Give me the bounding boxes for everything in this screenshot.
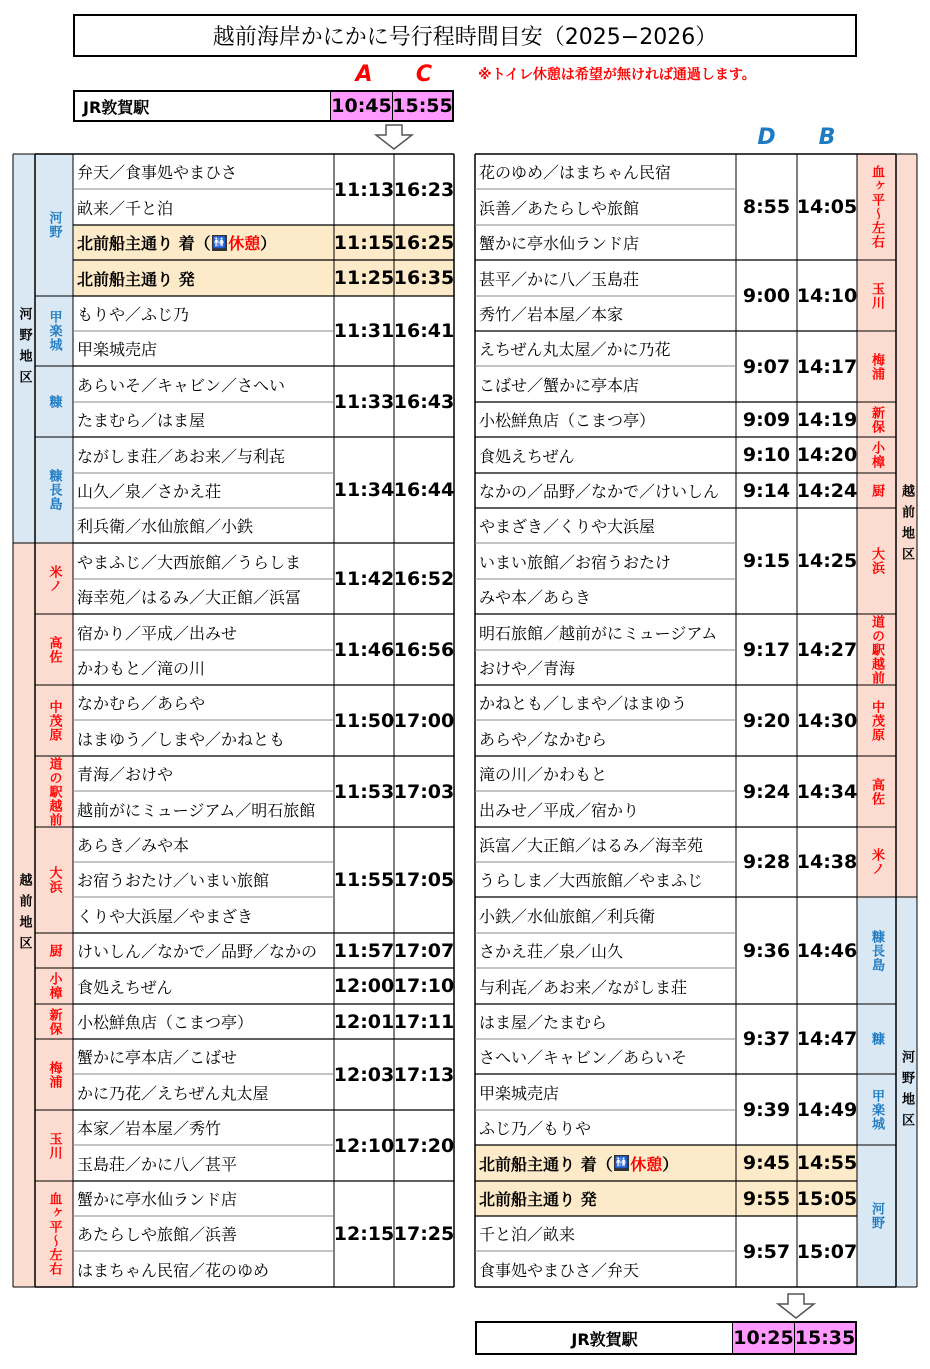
stop-name: あたらしや旅館／浜善 <box>77 1225 238 1244</box>
time-a: 11:34 <box>333 479 395 501</box>
time-b: 14:10 <box>796 284 858 307</box>
stop-name: 甚平／かに八／玉島荘 <box>479 269 640 289</box>
start-time-a: 10:45 <box>330 92 392 120</box>
area-label: 糠 <box>857 1004 896 1074</box>
time-d: 9:00 <box>742 284 791 307</box>
area-label: 道の駅越前 <box>35 756 73 827</box>
rest-label: 休憩 <box>228 234 261 253</box>
area-label: 新保 <box>35 1004 73 1039</box>
start-time-c: 15:55 <box>392 92 452 120</box>
area-label: 米ノ <box>857 827 896 897</box>
time-d: 9:15 <box>742 550 791 572</box>
area-label: 厨 <box>857 473 896 508</box>
rest-label: 休憩 <box>630 1154 663 1174</box>
time-a: 11:53 <box>333 780 395 803</box>
time-d: 9:17 <box>742 638 791 661</box>
time-a: 11:33 <box>333 390 395 413</box>
stop-name: かに乃花／えちぜん丸太屋 <box>77 1083 269 1103</box>
stop-name: あらき／みや本 <box>77 836 190 855</box>
stop-name: たまむら／はま屋 <box>77 411 206 430</box>
stop-name: 小松鮮魚店（こまつ亭） <box>77 1013 254 1032</box>
area-label: 糠長島 <box>857 897 896 1004</box>
time-d: 9:39 <box>742 1098 791 1121</box>
time-b: 14:30 <box>796 709 858 732</box>
time-d: 9:10 <box>742 444 791 466</box>
area-label: 玉川 <box>35 1110 73 1181</box>
time-c: 16:44 <box>393 479 455 501</box>
stop-name: 与利㐂／あお来／ながしま荘 <box>479 977 688 997</box>
stop-name: いまい旅館／お宿うおたけ <box>479 552 672 572</box>
stop-name: 食処えちぜん <box>479 446 575 466</box>
stop-name: はまゆう／しまや／かねとも <box>77 729 286 749</box>
stop-name: あらや／なかむら <box>479 729 608 749</box>
stop-name: 秀竹／岩本屋／本家 <box>479 305 624 324</box>
time-a: 12:01 <box>333 1010 395 1033</box>
area-label: 小樟 <box>35 968 73 1004</box>
time-c: 16:35 <box>394 260 454 296</box>
time-c: 16:23 <box>393 178 455 201</box>
stop-name: 蟹かに亭水仙ランド店 <box>77 1190 238 1209</box>
stop-name: やまざき／くりや大浜屋 <box>479 517 656 536</box>
stop-name: ふじ乃／もりや <box>479 1119 592 1138</box>
time-d: 9:09 <box>742 408 791 431</box>
area-label: 厨 <box>35 933 73 968</box>
stop-name: やまふじ／大西旅館／うらしま <box>77 552 302 572</box>
time-c: 17:13 <box>393 1063 455 1086</box>
stop-name: かねとも／しまや／はまゆう <box>479 694 688 713</box>
time-a: 11:13 <box>333 178 395 201</box>
stop-name: こばせ／蟹かに亭本店 <box>479 375 640 395</box>
stop-name: おけや／青海 <box>479 659 576 678</box>
area-label: 梅浦 <box>35 1039 73 1110</box>
stop-name: かわもと／滝の川 <box>77 659 206 678</box>
stop-name: 甲楽城売店 <box>77 340 158 359</box>
stop-name: みや本／あらき <box>479 588 592 607</box>
time-b: 14:49 <box>796 1098 858 1121</box>
time-a: 11:31 <box>333 320 395 342</box>
stop-name: 北前船主通り 発 <box>475 1181 736 1216</box>
time-d: 9:45 <box>736 1145 797 1181</box>
stop-name: 明石旅館／越前がにミュージアム <box>479 623 718 643</box>
area-label: 甲楽城 <box>857 1074 896 1145</box>
area-label: 高佐 <box>857 756 896 827</box>
area-label: 高佐 <box>35 614 73 685</box>
end-time-d: 10:25 <box>732 1323 794 1353</box>
stop-name: 本家／岩本屋／秀竹 <box>77 1119 222 1138</box>
stop-name: 海幸苑／はるみ／大正館／浜冨 <box>77 588 302 607</box>
stop-name: 滝の川／かわもと <box>479 765 608 784</box>
down-arrow-icon <box>374 124 414 150</box>
page-title: 越前海岸かにかに号行程時間目安（2025−2026） <box>73 14 857 57</box>
area-label: 大浜 <box>857 508 896 614</box>
time-c: 17:20 <box>393 1134 455 1157</box>
time-d: 9:36 <box>742 939 791 962</box>
time-b: 14:47 <box>796 1028 858 1050</box>
area-label: 玉川 <box>857 260 896 331</box>
time-a: 12:15 <box>333 1223 395 1245</box>
district-label: 越前地区 <box>896 154 917 897</box>
stop-name: 浜富／大正館／はるみ／海幸苑 <box>479 836 704 855</box>
area-label: 道の駅越前 <box>857 614 896 685</box>
stop-name: 食事処やまひさ／弁天 <box>479 1260 640 1280</box>
area-label: 糠長島 <box>35 437 73 543</box>
restroom-icon: 🚻 <box>614 1156 629 1169</box>
time-d: 9:07 <box>742 355 791 378</box>
time-d: 9:37 <box>742 1028 791 1050</box>
time-b: 14:20 <box>796 444 858 466</box>
time-d: 8:55 <box>742 196 791 218</box>
area-label: 中茂原 <box>857 685 896 756</box>
area-label: 血ヶ平〜左右 <box>35 1181 73 1287</box>
time-b: 14:25 <box>796 550 858 572</box>
time-c: 16:56 <box>393 638 455 661</box>
time-c: 17:10 <box>393 975 455 997</box>
stop-name: なかむら／あらや <box>77 694 206 713</box>
area-label: 糠 <box>35 366 73 437</box>
restroom-note: ※トイレ休憩は希望が無ければ通過します。 <box>478 67 756 83</box>
stop-name: 北前船主通り 発 <box>73 260 334 296</box>
time-b: 14:24 <box>796 479 858 502</box>
time-b: 14:34 <box>796 780 858 803</box>
start-station-name: JR敦賀駅 <box>83 97 150 117</box>
time-c: 16:43 <box>393 390 455 413</box>
stop-name: 浜善／あたらしや旅館 <box>479 198 640 218</box>
time-d: 9:20 <box>742 709 791 732</box>
start-station-row <box>73 90 454 122</box>
stop-name: 出みせ／平成／宿かり <box>479 800 640 820</box>
stop-name: 花のゆめ／はまちゃん民宿 <box>479 163 672 182</box>
time-b: 15:07 <box>796 1240 858 1263</box>
area-label: 血ヶ平〜左右 <box>857 154 896 260</box>
stop-name: なかの／品野／なかで／けいしん <box>479 482 720 501</box>
stop-name: 青海／おけや <box>77 765 174 784</box>
time-b: 14:38 <box>796 851 858 873</box>
area-label: 甲楽城 <box>35 296 73 366</box>
time-b: 14:55 <box>797 1145 857 1181</box>
time-a: 11:25 <box>334 260 394 296</box>
stop-name: さへい／キャビン／あらいそ <box>479 1048 688 1067</box>
restroom-icon: 🚻 <box>212 235 227 249</box>
area-label: 米ノ <box>35 543 73 614</box>
time-a: 11:50 <box>333 709 395 732</box>
area-label: 小樟 <box>857 437 896 473</box>
stop-name: 山久／泉／さかえ荘 <box>77 482 222 501</box>
time-c: 16:41 <box>393 320 455 342</box>
stop-name: 小松鮮魚店（こまつ亭） <box>479 411 656 430</box>
district-label: 河野地区 <box>896 897 917 1287</box>
stop-name: けいしん／なかで／品野／なかの <box>77 942 318 961</box>
time-a: 11:15 <box>334 225 394 260</box>
time-b: 14:46 <box>796 939 858 962</box>
stop-name: はまちゃん民宿／花のゆめ <box>77 1260 270 1280</box>
stop-name: 蟹かに亭水仙ランド店 <box>479 234 640 253</box>
time-a: 11:57 <box>333 939 395 962</box>
time-b: 14:17 <box>796 355 858 378</box>
district-label: 越前地区 <box>13 543 35 1287</box>
column-label-c: C <box>415 62 433 87</box>
stop-name: 食処えちぜん <box>77 977 173 997</box>
stop-name: くりや大浜屋／やまざき <box>77 906 254 926</box>
stop-name: 北前船主通り 着（ 🚻 休憩 ） <box>73 225 334 260</box>
time-a: 11:46 <box>333 638 395 661</box>
area-label: 中茂原 <box>35 685 73 756</box>
stop-name: 利兵衛／水仙旅館／小鉄 <box>77 517 254 536</box>
time-d: 9:28 <box>742 851 791 873</box>
time-c: 16:25 <box>394 225 454 260</box>
time-c: 17:07 <box>393 939 455 962</box>
area-label: 大浜 <box>35 827 73 933</box>
time-c: 17:11 <box>393 1010 455 1033</box>
time-c: 16:52 <box>393 567 455 590</box>
time-b: 14:05 <box>796 196 858 218</box>
stop-name: 北前船主通り 着（ 🚻 休憩 ） <box>475 1145 736 1181</box>
end-station-row <box>475 1321 857 1355</box>
column-label-d: D <box>757 125 776 150</box>
end-station-name: JR敦賀駅 <box>571 1329 638 1349</box>
time-a: 11:55 <box>333 869 395 891</box>
end-time-b: 15:35 <box>794 1323 855 1353</box>
area-label: 河野 <box>35 154 73 296</box>
area-label: 梅浦 <box>857 331 896 402</box>
column-label-a: A <box>355 62 373 87</box>
stop-name: 弁天／食事処やまひさ <box>77 163 238 182</box>
time-d: 9:57 <box>742 1240 791 1263</box>
stop-name: お宿うおたけ／いまい旅館 <box>77 871 270 890</box>
time-b: 15:05 <box>797 1181 857 1216</box>
stop-name: 小鉄／水仙旅館／利兵衛 <box>479 906 656 926</box>
stop-name: 千と泊／畝来 <box>479 1225 576 1244</box>
time-c: 17:03 <box>393 780 455 803</box>
down-arrow-icon <box>776 1293 816 1319</box>
time-c: 17:00 <box>393 709 455 732</box>
time-a: 12:10 <box>333 1134 395 1157</box>
column-label-b: B <box>818 125 836 150</box>
stop-name: 蟹かに亭本店／こばせ <box>77 1048 238 1067</box>
time-c: 17:25 <box>393 1223 455 1245</box>
stop-name: 越前がにミュージアム／明石旅館 <box>77 800 316 820</box>
time-a: 12:03 <box>333 1063 395 1086</box>
stop-name: はま屋／たまむら <box>479 1013 608 1032</box>
stop-name: うらしま／大西旅館／やまふじ <box>479 871 704 890</box>
stop-name: 甲楽城売店 <box>479 1083 560 1103</box>
district-label: 河野地区 <box>13 154 35 543</box>
stop-name: ながしま荘／あお来／与利㐂 <box>77 446 286 466</box>
stop-name: 畝来／千と泊 <box>77 198 174 218</box>
time-c: 17:05 <box>393 869 455 891</box>
area-label: 河野 <box>857 1145 896 1287</box>
stop-name: さかえ荘／泉／山久 <box>479 942 624 961</box>
time-a: 11:42 <box>333 567 395 590</box>
stop-name: 玉島荘／かに八／甚平 <box>77 1154 238 1174</box>
stop-name: えちぜん丸太屋／かに乃花 <box>479 340 671 359</box>
time-d: 9:14 <box>742 479 791 502</box>
stop-name: あらいそ／キャビン／さへい <box>77 375 286 395</box>
time-b: 14:19 <box>796 408 858 431</box>
time-a: 12:00 <box>333 975 395 997</box>
area-label: 新保 <box>857 402 896 437</box>
time-d: 9:55 <box>736 1181 797 1216</box>
time-b: 14:27 <box>796 638 858 661</box>
time-d: 9:24 <box>742 780 791 803</box>
stop-name: 宿かり／平成／出みせ <box>77 623 238 643</box>
stop-name: もりや／ふじ乃 <box>77 305 190 324</box>
